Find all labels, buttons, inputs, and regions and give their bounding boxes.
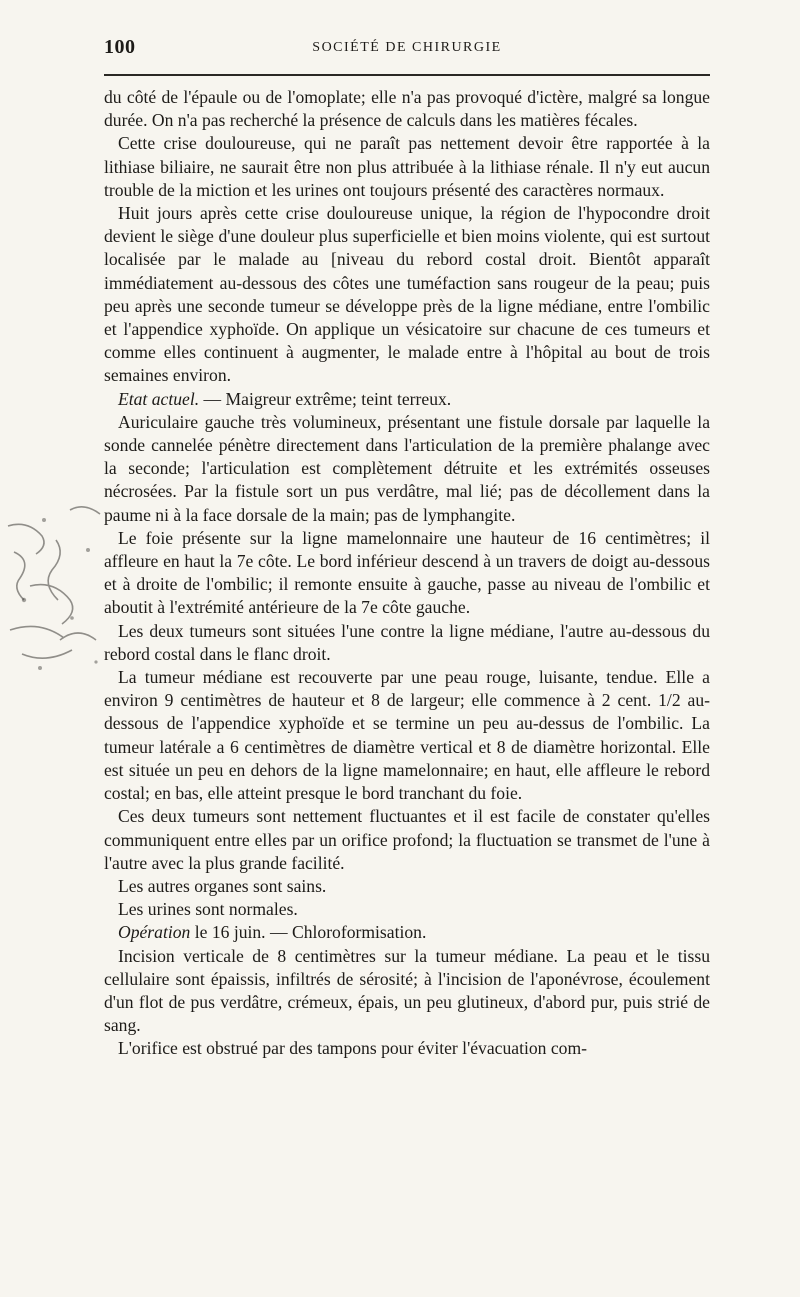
paragraph: Les urines sont normales. (118, 899, 298, 920)
library-stamp-icon (0, 490, 112, 690)
paragraph: Cette crise douloureuse, qui ne paraît pas nettement devoir être rapportée à la lithiase biliaire, ne saurait être non plus attribuée à la lithiase rénale. Il n'y eut aucun trouble de la miction et les urines ont toujours présenté des caractères normaux. (104, 133, 710, 200)
page-number: 100 (104, 36, 136, 58)
section-lead: Opération (118, 922, 191, 943)
paragraph: Etat actuel. — Maigreur extrême; teint terreux. (118, 388, 452, 409)
paragraph: Les deux tumeurs sont situées l'une contre la ligne médiane, l'autre au-dessous du rebord costal dans le flanc droit. (104, 620, 710, 664)
running-title: SOCIÉTÉ DE CHIRURGIE (312, 40, 502, 55)
section-lead: Etat actuel. (118, 388, 200, 409)
body-text (104, 86, 710, 1061)
paragraph: Incision verticale de 8 centimètres sur la tumeur médiane. La peau et le tissu cellulaire sont épaissis, infiltrés de sérosité; à l'incision de l'aponévrose, écoulement d'un flot de pus verdâtre, crémeux, épais, un peu glutineux, d'abord pur, puis strié de sang. (104, 945, 710, 1036)
header-rule (104, 74, 710, 76)
paragraph: Opération le 16 juin. — Chloroformisation. (118, 922, 427, 943)
paragraph: Le foie présente sur la ligne mamelonnaire une hauteur de 16 centimètres; il affleure en haut la 7e côte. Le bord inférieur descend à un travers de doigt au-dessous et à droite de l'ombilic; il remonte ensuite à gauche, passe au niveau de l'ombilic et aboutit à l'extrémité antérieure de la 7e côte gauche. (104, 527, 710, 618)
paragraph: Auriculaire gauche très volumineux, présentant une fistule dorsale par laquelle la sonde cannelée pénètre directement dans l'articulation de la première phalange avec la seconde; l'articulation est complètement détruite et les extrémités osseuses nécrosées. Par la fistule sort un pus verdâtre, mal lié; pas de décollement dans la paume ni à la face dorsale de la main; pas de lymphangite. (104, 411, 710, 525)
paragraph: Huit jours après cette crise douloureuse unique, la région de l'hypocondre droit devient le siège d'une douleur plus superficielle et bien moins violente, qui est surtout localisée par le malade au [niveau du rebord costal droit. Bientôt apparaît immédiatement au-dessous des côtes une tuméfaction sans rougeur de la peau; puis peu après une seconde tumeur se développe près de la ligne médiane, entre l'ombilic et l'appendice xyphoïde. On applique un vésicatoire sur chacune de ces tumeurs et comme elles continuent à augmenter, le malade entre à l'hôpital au bout de trois semaines environ. (104, 203, 710, 386)
paragraph: Les autres organes sont sains. (118, 875, 327, 896)
paragraph: Ces deux tumeurs sont nettement fluctuantes et il est facile de constater qu'elles communiquent entre elles par un orifice profond; la fluctuation se transmet de l'une à l'autre avec la plus grande facilité. (104, 806, 710, 873)
paragraph: du côté de l'épaule ou de l'omoplate; elle n'a pas provoqué d'ictère, malgré sa longue durée. On n'a pas recherché la présence de calculs dans les matières fécales. (104, 87, 710, 131)
paragraph: L'orifice est obstrué par des tampons pour éviter l'évacuation com- (118, 1038, 587, 1059)
page-header (104, 34, 710, 62)
paragraph: La tumeur médiane est recouverte par une peau rouge, luisante, tendue. Elle a environ 9 centimètres de hauteur et 8 de largeur; elle commence à 2 cent. 1/2 au-dessous de l'appendice xyphoïde et se termine un peu au-dessus de l'ombilic. La tumeur latérale a 6 centimètres de diamètre vertical et 8 de diamètre horizontal. Elle est située un peu en dehors de la ligne mamelonnaire; en haut, elle affleure le rebord costal; en bas, elle atteint presque le bord tranchant du foie. (104, 667, 710, 804)
